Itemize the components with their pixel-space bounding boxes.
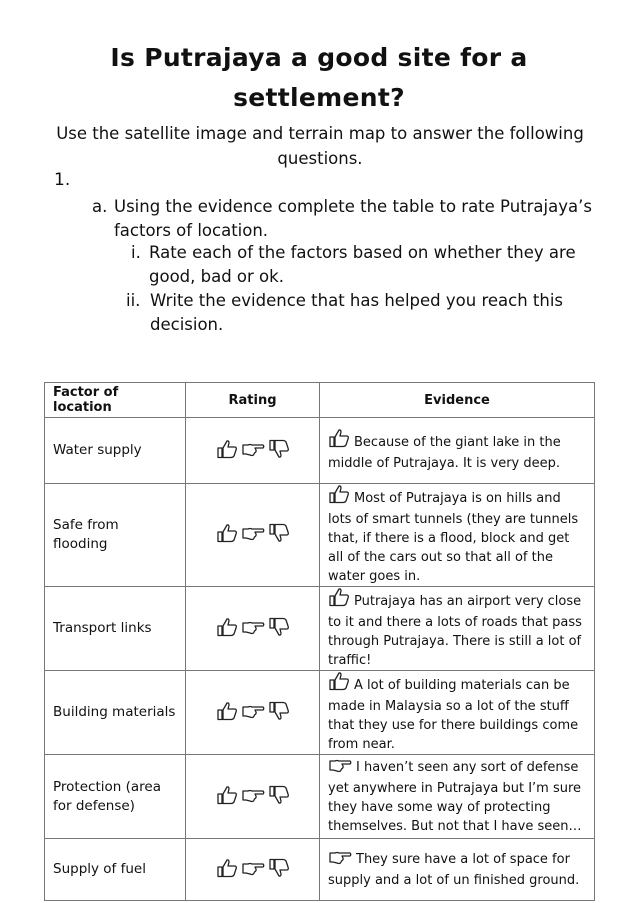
title-line-1: Is Putrajaya a good site for a — [110, 43, 528, 72]
thumbs-down-icon — [268, 617, 290, 641]
part-a-text: Using the evidence complete the table to rate Putrajaya’s factors of location. — [114, 197, 592, 240]
pointing-hand-icon — [241, 860, 265, 880]
pointing-hand-icon — [241, 703, 265, 723]
thumbs-up-icon — [328, 484, 350, 510]
thumbs-up-icon — [328, 587, 350, 613]
rating-cell — [186, 755, 320, 839]
evidence-text: Because of the giant lake in the middle of Putrajaya. It is very deep. — [328, 435, 561, 471]
evidence-cell — [320, 839, 595, 901]
table-row — [45, 418, 595, 484]
question-part-ii — [126, 289, 596, 337]
part-ii-text: Write the evidence that has helped you reach this decision. — [150, 291, 564, 334]
pointing-hand-icon — [241, 525, 265, 545]
page-title — [0, 38, 638, 118]
thumbs-down-icon — [268, 523, 290, 547]
evidence-cell — [320, 484, 595, 587]
thumbs-up-icon — [216, 617, 238, 641]
part-i-label: i. — [131, 243, 141, 262]
factor-cell: Protection (area for defense) — [45, 755, 186, 839]
rating-cell — [186, 839, 320, 901]
thumbs-down-icon — [268, 439, 290, 463]
thumbs-up-icon — [216, 858, 238, 882]
header-rating: Rating — [186, 383, 320, 418]
pointing-hand-icon — [328, 849, 352, 871]
thumbs-up-icon — [328, 671, 350, 697]
evidence-cell — [320, 587, 595, 671]
thumbs-up-icon — [216, 439, 238, 463]
pointing-hand-icon — [241, 787, 265, 807]
thumbs-up-icon — [328, 428, 350, 454]
header-factor: Factor of location — [45, 383, 186, 418]
question-number: 1. — [54, 170, 71, 190]
intro-text: Use the satellite image and terrain map to answer the following questions. — [56, 124, 584, 168]
table-row — [45, 484, 595, 587]
rating-icons — [216, 701, 290, 725]
question-part-a — [92, 195, 592, 243]
factor-cell: Transport links — [45, 587, 186, 671]
thumbs-up-icon — [216, 701, 238, 725]
part-i-text: Rate each of the factors based on whether they are good, bad or ok. — [149, 243, 576, 286]
rating-icons — [216, 439, 290, 463]
rating-icons — [216, 617, 290, 641]
table-row — [45, 839, 595, 901]
evidence-text: I haven’t seen any sort of defense yet anywhere in Putrajaya but I’m sure they have some way of protecting themselves. But not that I have seen… — [328, 760, 582, 834]
rating-cell — [186, 418, 320, 484]
rating-icons — [216, 523, 290, 547]
table-row — [45, 587, 595, 671]
pointing-hand-icon — [328, 757, 352, 779]
rating-icons — [216, 858, 290, 882]
thumbs-down-icon — [268, 858, 290, 882]
evidence-cell — [320, 755, 595, 839]
table-row — [45, 671, 595, 755]
factor-cell: Building materials — [45, 671, 186, 755]
table-row — [45, 755, 595, 839]
factors-table — [44, 382, 595, 901]
part-a-label: a. — [92, 197, 108, 216]
evidence-text: Putrajaya has an airport very close to it and there a lots of roads that pass through Putrajaya. There is still a lot of traffic! — [328, 594, 582, 668]
table-header-row — [45, 383, 595, 418]
thumbs-down-icon — [268, 701, 290, 725]
thumbs-up-icon — [216, 785, 238, 809]
evidence-text: Most of Putrajaya is on hills and lots of smart tunnels (they are tunnels that, if there is a flood, block and get all of the cars out so that all of the water goes in. — [328, 491, 579, 584]
factor-cell: Water supply — [45, 418, 186, 484]
evidence-text: They sure have a lot of space for supply and a lot of un finished ground. — [328, 852, 580, 888]
part-ii-label: ii. — [126, 291, 141, 310]
title-line-2: settlement? — [233, 83, 405, 112]
rating-cell — [186, 671, 320, 755]
thumbs-down-icon — [268, 785, 290, 809]
question-part-i — [131, 241, 591, 289]
rating-cell — [186, 484, 320, 587]
evidence-cell — [320, 671, 595, 755]
rating-icons — [216, 785, 290, 809]
evidence-cell — [320, 418, 595, 484]
pointing-hand-icon — [241, 441, 265, 461]
factor-cell: Supply of fuel — [45, 839, 186, 901]
rating-cell — [186, 587, 320, 671]
pointing-hand-icon — [241, 619, 265, 639]
factor-cell: Safe from flooding — [45, 484, 186, 587]
header-evidence: Evidence — [320, 383, 595, 418]
evidence-text: A lot of building materials can be made in Malaysia so a lot of the stuff that they use for there buildings come from near. — [328, 678, 579, 752]
thumbs-up-icon — [216, 523, 238, 547]
